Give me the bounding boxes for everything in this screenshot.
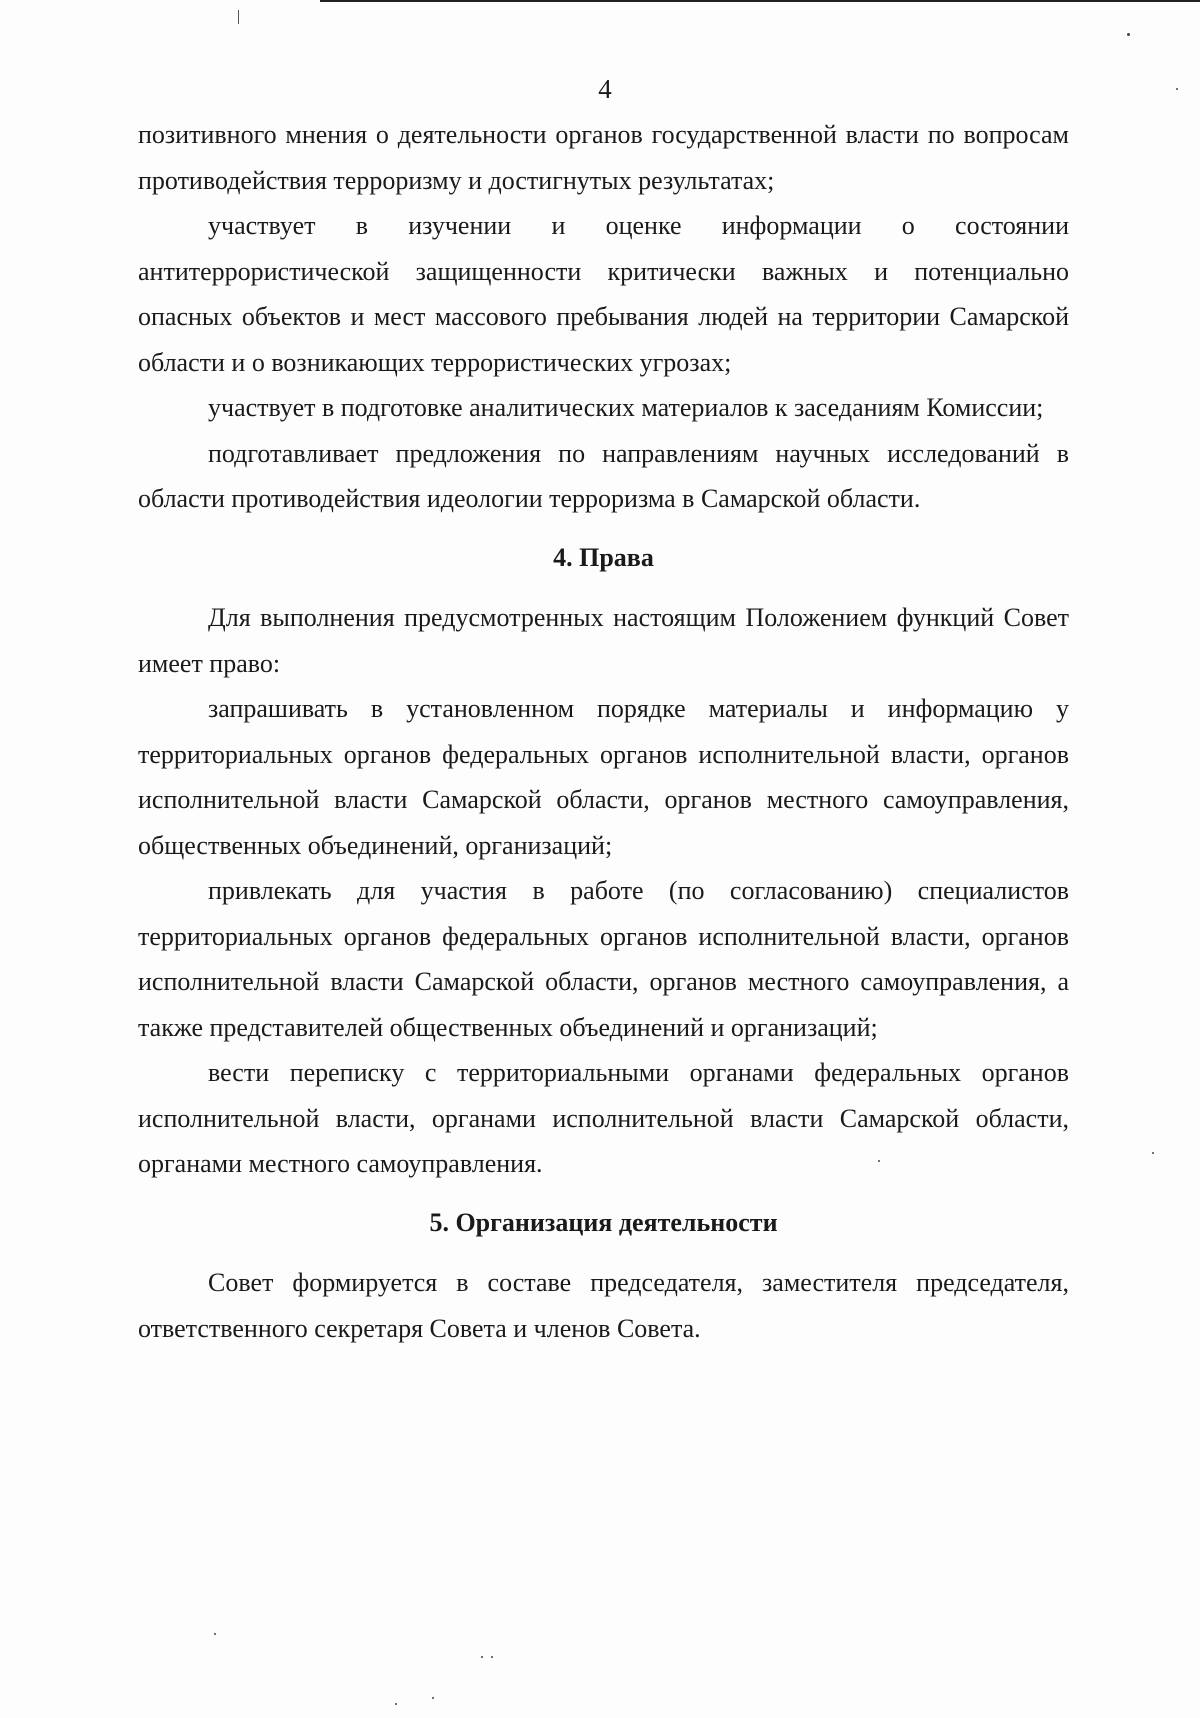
paragraph-right-request: запрашивать в установленном порядке материалы и информацию у территориальных органов федеральных органов исполнительной власти, органов исполнительной власти Самарской области, органов местного самоуправления, общественных объединений, организаций;: [138, 694, 1069, 860]
paragraph-duty-assessment: участвует в изучении и оценке информации о состоянии антитеррористической защищенности критически важных и потенциально опасных объектов и мест массового пребывания людей на территории Самарской области и о возникающих террористических угрозах;: [138, 211, 1069, 377]
scan-speck: [491, 1656, 493, 1658]
paragraph-continuation: позитивного мнения о деятельности органов государственной власти по вопросам противодействия терроризму и достигнутых результатах;: [138, 120, 1069, 195]
scan-speck: [481, 1656, 483, 1658]
scan-speck: [395, 1703, 397, 1705]
section-heading-organization: 5. Организация деятельности: [429, 1207, 778, 1237]
document-body: [138, 112, 1069, 1351]
scan-speck: [1152, 1152, 1154, 1154]
scan-margin-mark: [238, 10, 239, 24]
paragraph-duty-analytics: участвует в подготовке аналитических материалов к заседаниям Комиссии;: [208, 393, 1044, 422]
paragraph-council-composition: Совет формируется в составе председателя, заместителя председателя, ответственного секретаря Совета и членов Совета.: [138, 1268, 1069, 1343]
paragraph-right-correspond: вести переписку с территориальными органами федеральных органов исполнительной власти, органами исполнительной власти Самарской области, органами местного самоуправления.: [138, 1058, 1069, 1178]
scan-top-rule: [320, 0, 1200, 2]
scan-speck: [214, 1633, 216, 1635]
scan-speck: [432, 1697, 434, 1699]
section-heading-rights: 4. Права: [553, 542, 654, 572]
page-number: 4: [598, 74, 612, 104]
paragraph-right-involve: привлекать для участия в работе (по согласованию) специалистов территориальных органов федеральных органов исполнительной власти, органов исполнительной власти Самарской области, органов местного самоуправления, а также представителей общественных объединений и организаций;: [138, 876, 1069, 1042]
scan-speck: [1127, 33, 1130, 36]
paragraph-duty-research: подготавливает предложения по направлениям научных исследований в области противодействия идеологии терроризма в Самарской области.: [138, 438, 1069, 513]
paragraph-rights-intro: Для выполнения предусмотренных настоящим Положением функций Совет имеет право:: [138, 603, 1069, 678]
